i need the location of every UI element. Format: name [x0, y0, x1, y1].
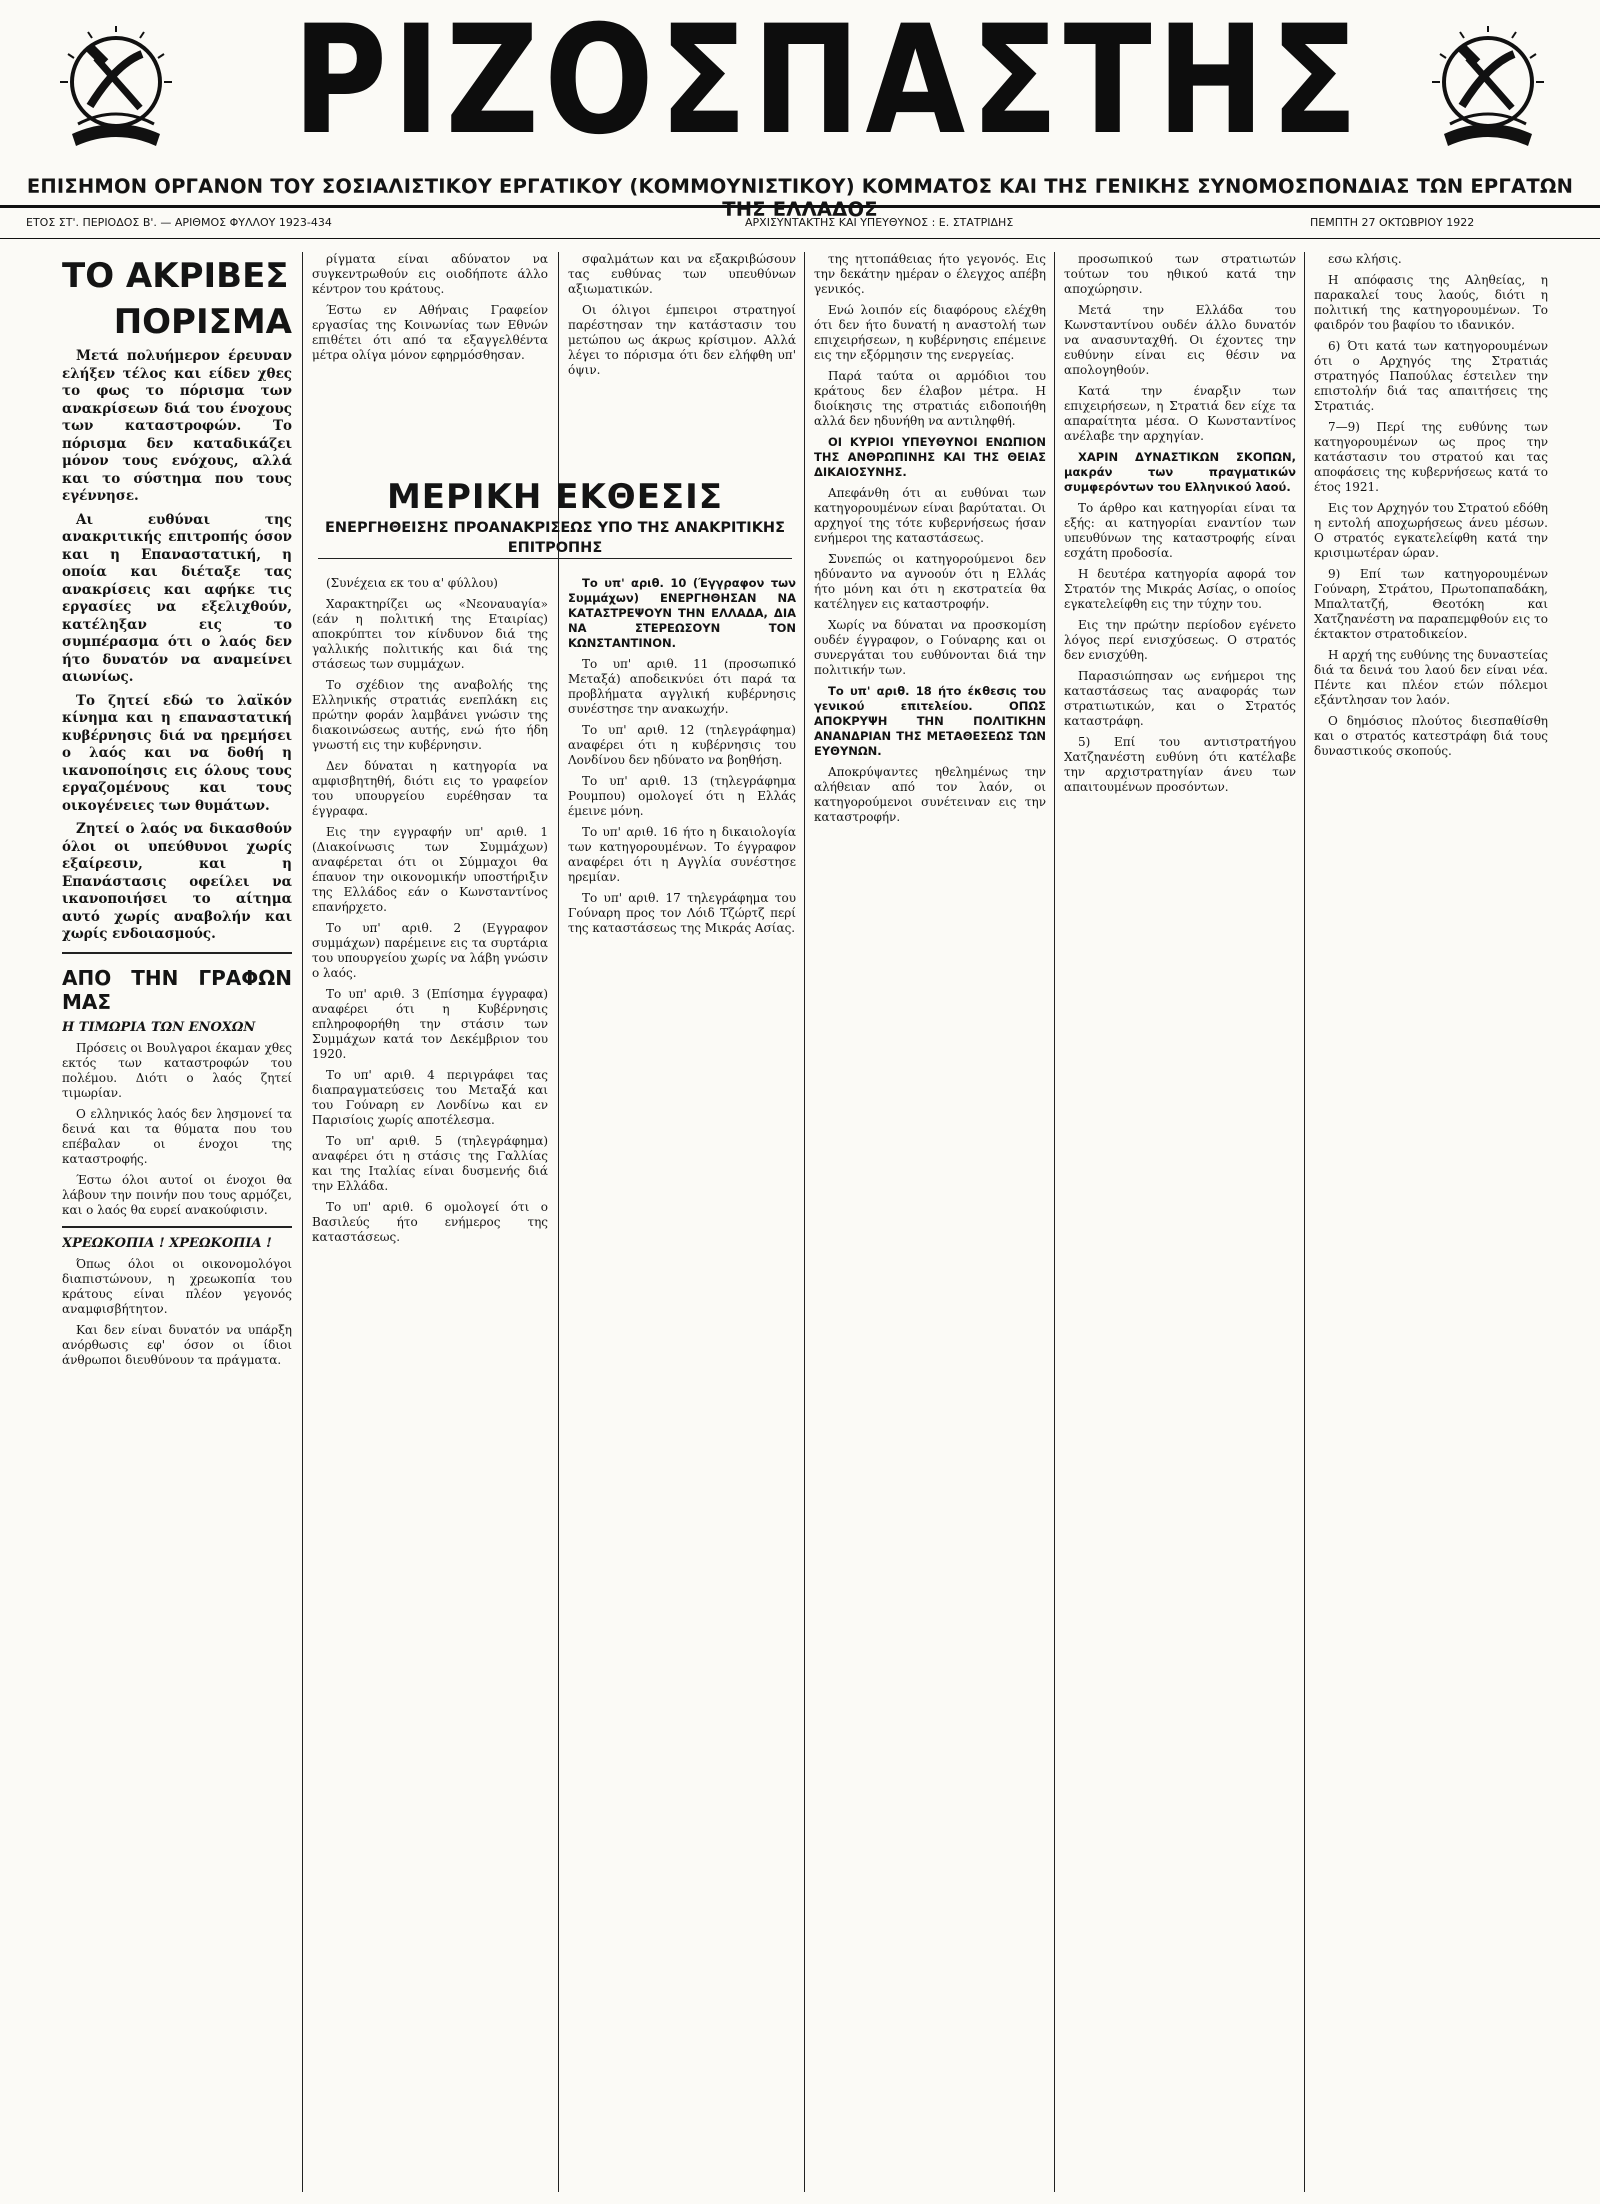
column-5 [1064, 252, 1296, 2192]
paragraph: Η απόφασις της Αληθείας, η παρακαλεί τους λαούς, διότι η πολιτική της κατηγορουμένων. Το φαιδρόν του βαφίου το ιδανικόν. [1314, 273, 1548, 332]
paragraph: της ηττοπάθειας ήτο γεγονός. Εις την δεκάτην ημέραν ο έλεγχος απέβη γενικός. [814, 252, 1046, 296]
paragraph: Απεφάνθη ότι αι ευθύναι των κατηγορουμένων είναι βαρύταται. Οι αρχηγοί της τότε κυβερνήσεως ήσαν ενήμεροι της καταστάσεως. [814, 486, 1046, 545]
paragraph: Παρασιώπησαν ως ενήμεροι της καταστάσεως τας αναφοράς των στρατιωτικών, και ο Στρατός καταστράφη. [1064, 669, 1296, 728]
issue-info: ΕΤΟΣ ΣΤ'. ΠΕΡΙΟΔΟΣ Β'. — ΑΡΙΘΜΟΣ ΦΥΛΛΟΥ 1923-434 [26, 216, 332, 229]
headline-line-1: ΤΟ ΑΚΡΙΒΕΣ [62, 256, 289, 296]
paragraph: Πρόσεις οι Βουλγαροι έκαμαν χθες εκτός των καταστροφών του πολέμου. Διότι ο λαός ζητεί τιμωρίαν. [62, 1040, 292, 1100]
paragraph: σφαλμάτων και να εξακριβώσουν τας ευθύνας των υπευθύνων αξιωματικών. [568, 252, 796, 296]
paragraph: Το υπ' αριθ. 13 (τηλεγράφημα Ρουμπου) ομολογεί ότι η Ελλάς έμεινε μόνη. [568, 774, 796, 818]
headline-line-2: ΠΟΡΙΣΜΑ [113, 302, 292, 342]
section-heading: ΧΡΕΩΚΟΠΙΑ ! ΧΡΕΩΚΟΠΙΑ ! [62, 1235, 272, 1251]
paragraph: Έστω όλοι αυτοί οι ένοχοι θα λάβουν την ποινήν που τους αρμόζει, και ο λαός θα ευρεί ανακούφισιν. [62, 1172, 292, 1217]
expose-subtitle: ΕΝΕΡΓΗΘΕΙΣΗΣ ΠΡΟΑΝΑΚΡΙΣΕΩΣ ΥΠΟ ΤΗΣ ΑΝΑΚΡΙΤΙΚΗΣ ΕΠΙΤΡΟΠΗΣ [318, 518, 792, 559]
paragraph: Συνεπώς οι κατηγορούμενοι δεν ηδύναντο να αγνοούν ότι η Ελλάς ήτο μόνη και ότι η εκστρατεία θα κατέληγεν εις καταστροφήν. [814, 552, 1046, 611]
paragraph: Αι ευθύναι της ανακριτικής επιτροπής όσον και η Επαναστατική, η οποία και διέταξε τας ανακρίσεις και αφήκε τις εργασίες να εξελιχθούν, κατέληξαν εις το συμπέρασμα ότι ο λαός δεν ήτο δυνατόν να αναμείνει αιωνίως. [62, 511, 292, 685]
paragraph: Ενώ λοιπόν είς διαφόρους ελέχθη ότι δεν ήτο δυνατή η αναστολή των επιχειρήσεων, η κυβέρνησις επέμεινε εις την εξόρμησιν της ενεργείας. [814, 303, 1046, 362]
paragraph: 9) Επί των κατηγορουμένων Γούναρη, Στράτου, Πρωτοπαπαδάκη, Μπαλτατζή, Θεοτόκη και Χατζηανέστη να παραπεμφθούν εις το έκτακτον στρατοδικείον. [1314, 567, 1548, 641]
paragraph: Το άρθρο και κατηγορίαι είναι τα εξής: αι κατηγορίαι εναντίον των υπευθύνων της καταστροφής είναι εσχάτη προδοσία. [1064, 501, 1296, 560]
paragraph: Το υπ' αριθ. 2 (Εγγραφον συμμάχων) παρέμεινε εις τα συρτάρια του υπουργείου χωρίς να λάβη γνώσιν ο λαός. [312, 921, 548, 980]
expose-headline [318, 476, 792, 566]
paragraph: εσω κλήσις. [1328, 252, 1402, 266]
paragraph: Μετά την Ελλάδα του Κωνσταντίνου ουδέν άλλο δυνατόν να ανασυνταχθή. Οι έχοντες την ευθύνην είναι εις θέσιν να απολογηθούν. [1064, 303, 1296, 377]
paragraph: ΧΑΡΙΝ ΔΥΝΑΣΤΙΚΩΝ ΣΚΟΠΩΝ, μακράν των πραγματικών συμφερόντων του Ελληνικού λαού. [1064, 450, 1296, 494]
paragraph: Χαρακτηρίζει ως «Νεοναυαγία» (εάν η πολιτική της Εταιρίας) αποκρύπτει τον κίνδυνον διά της γαλλικής πολιτικής και διά της στάσεως των συμμάχων. [312, 597, 548, 671]
column-divider [1304, 252, 1305, 2192]
paragraph: Το υπ' αριθ. 17 τηλεγράφημα του Γούναρη προς τον Λόιδ Τζώρτζ περί της καταστάσεως της Μικράς Ασίας. [568, 891, 796, 935]
paragraph: Εις την εγγραφήν υπ' αριθ. 1 (Διακοίνωσις των Συμμάχων) αναφέρεται ότι οι Σύμμαχοι θα έπαυον την οικονομικήν υποστήριξιν της Ελλάδος εάν ο Κωνσταντίνος επανήρχετο. [312, 825, 548, 914]
paragraph: 5) Επί του αντιστρατήγου Χατζηανέστη ευθύνη ότι κατέλαβε την αρχιστρατηγίαν άνευ των απαιτουμένων προσόντων. [1064, 735, 1296, 794]
paragraph: Και δεν είναι δυνατόν να υπάρξη ανόρθωσις εφ' όσον οι ίδιοι άνθρωποι διευθύνουν τα πράγματα. [62, 1322, 292, 1367]
paragraph: Οι όλιγοι έμπειροι στρατηγοί παρέστησαν την κατάστασιν του μετώπου ως άκρως κρίσιμον. Αλλά λέγει το πόρισμα ότι δεν ελήφθη υπ' όψιν. [568, 303, 796, 377]
paragraph: Η αρχή της ευθύνης της δυναστείας διά τα δεινά του λαού δεν είναι νέα. Πέντε και πλέον ετών πόλεμοι εξάντλησαν τον λαόν. [1314, 648, 1548, 707]
paragraph: Δεν δύναται η κατηγορία να αμφισβητηθή, διότι εις το γραφείον του υπουργείου ευρέθησαν τα έγγραφα. [312, 759, 548, 818]
column-3-top [568, 252, 796, 462]
section-heading: ΑΠΟ ΤΗΝ ΓΡΑΦΩΝ ΜΑΣ [62, 965, 292, 1014]
paragraph: Κατά την έναρξιν των επιχειρήσεων, η Στρατιά δεν είχε τα απαραίτητα μέσα. Ο Κωνσταντίνος ανέλαβε την αρχηγίαν. [1064, 384, 1296, 443]
paragraph: Αποκρύψαντες ηθελημένως την αλήθειαν από τον λαόν, οι κατηγορούμενοι συνέτειναν εις την καταστροφήν. [814, 765, 1046, 824]
column-divider [804, 252, 805, 2192]
paragraph: Το υπ' αριθ. 4 περιγράφει τας διαπραγματεύσεις του Μεταξά και του Γούναρη εν Λονδίνω και εν Παρισίοις χωρίς αποτέλεσμα. [312, 1068, 548, 1127]
hammer-sickle-emblem-icon [1428, 24, 1548, 164]
paragraph: Έστω εν Αθήναις Γραφείον εργασίας της Κοινωνίας των Εθνών επιθέτει ότι από τα εξαγγελθέντα μέτρα ολίγα μόνον εφηρμόσθησαν. [312, 303, 548, 362]
paragraph: Το υπ' αριθ. 6 ομολογεί ότι ο Βασιλεύς ήτο ενήμερος της καταστάσεως. [312, 1200, 548, 1244]
paragraph: Το υπ' αριθ. 11 (προσωπικό Μεταξά) αποδεικνύει ότι παρά τα προβλήματα αγγλική κυβέρνησις συνέστησε την ανακωχήν. [568, 657, 796, 716]
paragraph: Ο ελληνικός λαός δεν λησμονεί τα δεινά και τα θύματα που του επέβαλαν οι ένοχοι της καταστροφής. [62, 1106, 292, 1166]
masthead [0, 0, 1600, 221]
column-4 [814, 252, 1046, 2192]
column-divider [302, 252, 303, 2192]
paragraph: Ζητεί ο λαός να δικασθούν όλοι οι υπεύθυνοι χωρίς εξαίρεσιν, και η Επανάστασις οφείλει να ικανοποιήσει το αίτημα αυτό χωρίς αναβολήν και χωρίς ενδοιασμούς. [62, 821, 292, 942]
column-divider [1054, 252, 1055, 2192]
paragraph: ρίγματα είναι αδύνατον να συγκεντρωθούν εις οιοδήποτε άλλο κέντρον του κράτους. [312, 252, 548, 296]
paragraph: Παρά ταύτα οι αρμόδιοι του κράτους δεν έλαβον μέτρα. Η διοίκησις της στρατιάς ειδοποιήθη αλλά δεν ηδυνήθη να αντιληφθή. [814, 369, 1046, 428]
paragraph: Το ζητεί εδώ το λαϊκόν κίνημα και η επαναστατική κυβέρνησις διά να ηρεμήσει ο λαός και να δοθή η ικανοποίησις εις όλους τους εργαζομένους και τους οικογένειες των θυμάτων. [62, 692, 292, 814]
paragraph: Εις την πρώτην περίοδον εγένετο λόγος περί ενισχύσεως. Ο στρατός δεν ενισχύθη. [1064, 618, 1296, 662]
paragraph: (Συνέχεια εκ του α' φύλλου) [326, 576, 498, 590]
paragraph: προσωπικού των στρατιωτών τούτων του ηθικού κατά την αποχώρησιν. [1064, 252, 1296, 296]
paragraph: Το υπ' αριθ. 3 (Επίσημα έγγραφα) αναφέρει ότι η Κυβέρνησις επληροφορήθη την στάσιν των Συμμάχων κατά τον Δεκέμβριον του 1920. [312, 987, 548, 1061]
paragraph: Το υπ' αριθ. 10 (Έγγραφον των Συμμάχων) ΕΝΕΡΓΗΘΗΣΑΝ ΝΑ ΚΑΤΑΣΤΡΕΨΟΥΝ ΤΗΝ ΕΛΛΑΔΑ, ΔΙΑ ΝΑ ΣΤΕΡΕΩΣΟΥΝ ΤΟΝ ΚΩΝΣΤΑΝΤΙΝΟΝ. [568, 576, 796, 650]
paragraph: Η δευτέρα κατηγορία αφορά τον Στρατόν της Μικράς Ασίας, ο οποίος εγκατελείφθη εις την τύχην του. [1064, 567, 1296, 611]
paragraph: Ο δημόσιος πλούτος διεσπαθίσθη και ο στρατός κατεστράφη διά τους δυναστικούς σκοπούς. [1314, 714, 1548, 758]
expose-title: ΜΕΡΙΚΗ ΕΚΘΕΣΙΣ [386, 477, 724, 517]
section-subheading: Η ΤΙΜΩΡΙΑ ΤΩΝ ΕΝΟΧΩΝ [62, 1019, 256, 1035]
paragraph: 6) Ότι κατά των κατηγορουμένων ότι ο Αρχηγός της Στρατιάς στρατηγός Παπούλας έστειλεν την επιστολήν διά τας απαιτήσεις της Στρατιάς. [1314, 339, 1548, 413]
hammer-sickle-emblem-icon [56, 24, 176, 164]
paragraph: Εις τον Αρχηγόν του Στρατού εδόθη η εντολή αποχωρήσεως άνευ μέσων. Ο στρατός εγκατελείφθη κατά την κρισιμωτέραν ώραν. [1314, 501, 1548, 560]
paragraph: Το υπ' αριθ. 18 ήτο έκθεσις του γενικού επιτελείου. ΟΠΩΣ ΑΠΟΚΡΥΨΗ ΤΗΝ ΠΟΛΙΤΙΚΗΝ ΑΝΑΝΔΡΙΑΝ ΤΗΣ ΜΕΤΑΘΕΣΕΩΣ ΤΩΝ ΕΥΘΥΝΩΝ. [814, 684, 1046, 758]
column-6 [1314, 252, 1548, 2192]
paragraph: Μετά πολυήμερον έρευναν ελήξεν τέλος και είδεν χθες το φως το πόρισμα των ανακρίσεων διά του ένοχους των καταστροφών. Το πόρισμα δεν καταδικάζει μόνον τους ενόχους, αλλά και το σύστημα που τους εγέννησε. [62, 348, 292, 504]
lead-article-body [62, 348, 292, 944]
paragraph: 7—9) Περί της ευθύνης των κατηγορουμένων ως προς την κατάστασιν του στρατού και τας αποφάσεις της κυβερνήσεως κατά το έτος 1921. [1314, 420, 1548, 494]
paragraph: Το σχέδιον της αναβολής της Ελληνικής στρατιάς ενεπλάκη εις πρώτην φοράν λαμβάνει γνώσιν της διακοινώσεως αυτής, ενώ ήτο ήδη γνωστή εις την κυβέρνησιν. [312, 678, 548, 752]
section-divider [62, 1226, 292, 1228]
paragraph: Το υπ' αριθ. 12 (τηλεγράφημα) αναφέρει ότι η κυβέρνησις του Λονδίνου δεν ηδύνατο να βοηθήση. [568, 723, 796, 767]
paragraph: Το υπ' αριθ. 16 ήτο η δικαιολογία των κατηγορουμένων. Το έγγραφον αναφέρει ότι η Αγγλία συνέστησε ηρεμίαν. [568, 825, 796, 884]
paragraph: Το υπ' αριθ. 5 (τηλεγράφημα) αναφέρει ότι η στάσις της Γαλλίας και της Ιταλίας είναι δυσμενής διά την Ελλάδα. [312, 1134, 548, 1193]
paragraph: Όπως όλοι οι οικονομολόγοι διαπιστώνουν, η χρεωκοπία του κράτους είναι πλέον γεγονός αναμφισβήτητον. [62, 1256, 292, 1316]
issue-date: ΠΕΜΠΤΗ 27 ΟΚΤΩΒΡΙΟΥ 1922 [1310, 216, 1475, 229]
paragraph: Χωρίς να δύναται να προσκομίση ουδέν έγγραφον, ο Γούναρης και οι συνεργάται του ευθύνονται διά την πολιτικήν των. [814, 618, 1046, 677]
masthead-subtitle: ΕΠΙΣΗΜΟΝ ΟΡΓΑΝΟΝ ΤΟΥ ΣΟΣΙΑΛΙΣΤΙΚΟΥ ΕΡΓΑΤΙΚΟΥ (ΚΟΜΜΟΥΝΙΣΤΙΚΟΥ) ΚΟΜΜΑΤΟΣ ΚΑΙ ΤΗΣ ΓΕΝΙΚΗΣ ΣΥΝΟΜΟΣΠΟΝΔΙΑΣ ΤΩΝ ΕΡΓΑΤΩΝ ΤΗΣ ΕΛΛΑΔΟΣ [26, 175, 1574, 221]
paragraph: ΟΙ ΚΥΡΙΟΙ ΥΠΕΥΘΥΝΟΙ ΕΝΩΠΙΟΝ ΤΗΣ ΑΝΘΡΩΠΙΝΗΣ ΚΑΙ ΤΗΣ ΘΕΙΑΣ ΔΙΚΑΙΟΣΥΝΗΣ. [814, 435, 1046, 479]
dateline-bar [0, 205, 1600, 239]
column-2-top [312, 252, 548, 462]
newspaper-title: ΡΙΖΟΣΠΑΣΤΗΣ [292, 0, 1364, 168]
editor-info: ΑΡΧΙΣΥΝΤΑΚΤΗΣ ΚΑΙ ΥΠΕΥΘΥΝΟΣ : Ε. ΣΤΑΤΡΙΔΗΣ [745, 216, 1014, 229]
column-1 [62, 252, 292, 2192]
expose-column-a [312, 576, 548, 2192]
expose-column-b [568, 576, 796, 2192]
section-divider [62, 952, 292, 954]
